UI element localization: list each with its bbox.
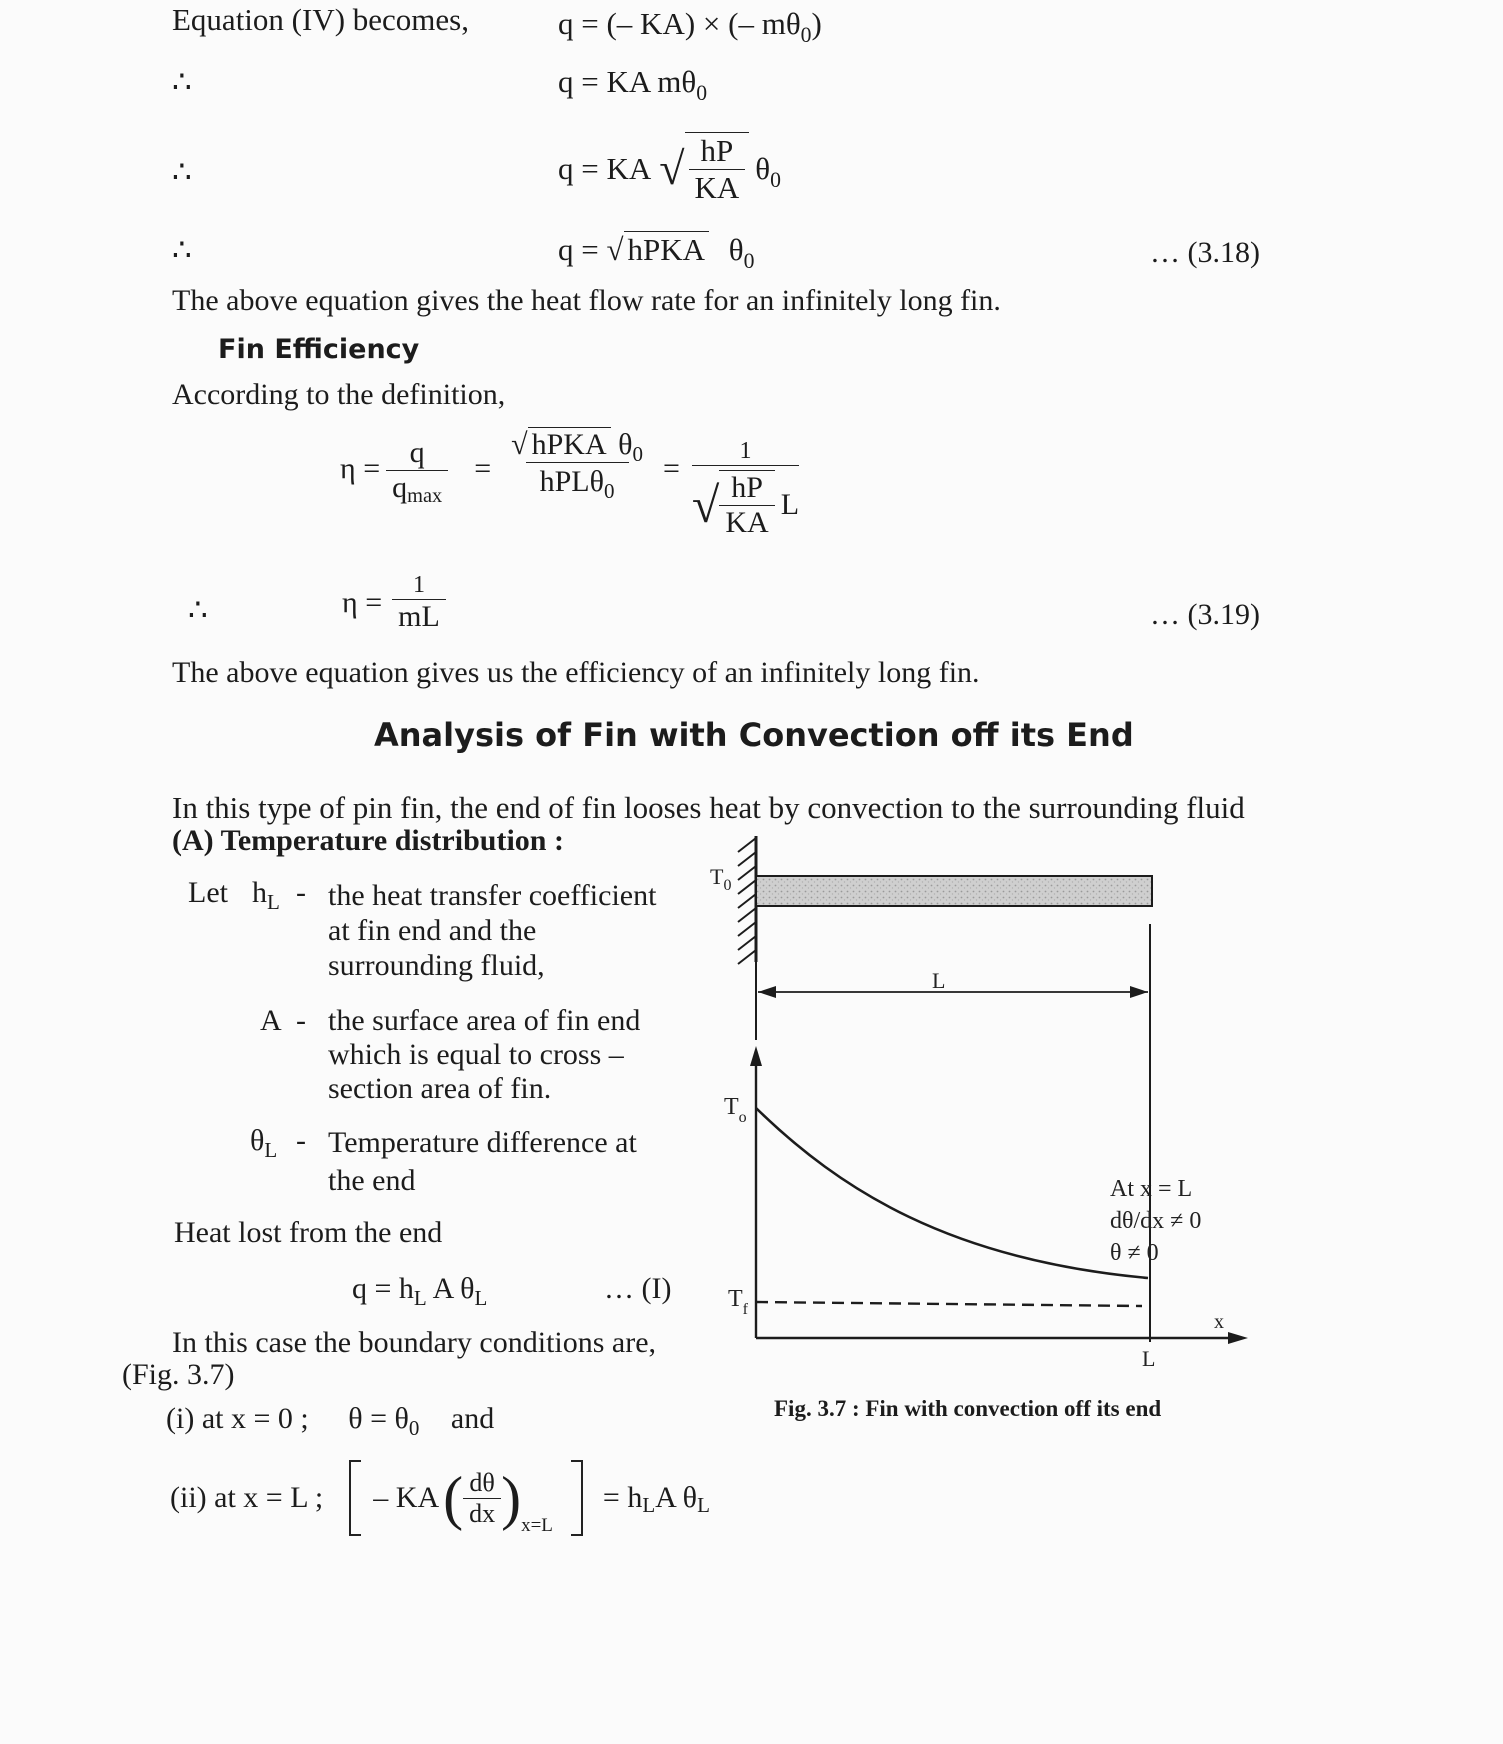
hL-desc-line-3: surrounding fluid, (328, 949, 545, 982)
equals-2: = (663, 452, 680, 485)
let-label: Let (188, 876, 228, 909)
frac3-inner-denominator: KA (719, 505, 774, 540)
bc1-subscript: 0 (408, 1416, 420, 1441)
L-axis-label: L (1142, 1346, 1156, 1370)
thetaL-theta: θ (250, 1124, 265, 1157)
efficiency-equation (340, 428, 799, 540)
boundary-condition-1 (166, 1402, 495, 1441)
equation-line-2 (558, 64, 708, 105)
bc2-minus-ka: – KA (373, 1481, 440, 1514)
bc1-label: (i) at x = 0 ; (166, 1402, 309, 1435)
frac3-L: L (780, 488, 800, 521)
fluid-temperature-line (756, 1302, 1142, 1306)
right-bracket (571, 1460, 583, 1536)
eq1-end: ) (811, 6, 822, 41)
frac1-den-q: q (392, 471, 408, 504)
condition-theta: θ ≠ 0 (1110, 1240, 1159, 1266)
hL-desc-line-1: the heat transfer coefficient (328, 879, 657, 912)
x-axis-arrow (1228, 1332, 1248, 1344)
figure-caption: Fig. 3.7 : Fin with convection off its end (774, 1396, 1162, 1421)
eq3-numerator: hP (700, 133, 734, 168)
equation-number-I: … (I) (604, 1272, 672, 1305)
fraction-root-over-hpl (505, 428, 649, 504)
eqI-mid: A θ (426, 1272, 475, 1305)
eq4-theta-subscript: 0 (743, 248, 755, 273)
frac3-numerator: 1 (739, 438, 752, 464)
eq3-theta-symbol: θ (755, 151, 771, 186)
left-bracket (349, 1460, 361, 1536)
thetaL-symbol (250, 1124, 278, 1163)
temperature-distribution-heading: (A) Temperature distribution : (172, 824, 564, 857)
A-desc-line-2: which is equal to cross – (328, 1038, 624, 1071)
condition-at-end: At x = L (1110, 1176, 1193, 1202)
tf-label: $T_f$ (728, 1286, 748, 1318)
equation-I (352, 1272, 488, 1311)
frac2-radicand: hPKA (528, 427, 611, 461)
right-paren: ) (501, 1465, 522, 1531)
sqrt-sign: √ (606, 232, 624, 267)
bc2-derivative (463, 1468, 501, 1529)
t0-axis-label: $T_o$ (724, 1094, 747, 1126)
derivation-note: The above equation gives the heat flow rate for an infinitely long fin. (172, 284, 1001, 317)
eqI-lhs: q = h (352, 1272, 414, 1305)
bc2-rhs: = h (602, 1481, 643, 1514)
length-label: L (932, 968, 946, 993)
therefore-symbol-4: ∴ (188, 592, 208, 627)
bc2-rhs-sub1: L (642, 1492, 656, 1517)
frac1-numerator: q (409, 436, 425, 469)
frac2-theta: θ (618, 428, 633, 461)
dimension-arrow-right (1130, 986, 1148, 998)
hL-symbol (252, 876, 280, 915)
thetaL-dash: - (296, 1124, 306, 1157)
temperature-curve (756, 1108, 1148, 1278)
fraction-one-over-ml (392, 572, 446, 634)
bc2-rhs-mid: A θ (655, 1481, 698, 1514)
hL-h: h (252, 876, 267, 909)
efficiency-note: The above equation gives us the efficiency of an infinitely long fin. (172, 656, 980, 689)
A-dash: - (296, 1004, 306, 1037)
boundary-conditions-fig-ref: (Fig. 3.7) (122, 1358, 235, 1391)
therefore-symbol-2: ∴ (172, 154, 192, 189)
equation-line-1 (558, 6, 822, 47)
frac2-denominator (526, 462, 629, 504)
fraction-q-over-qmax (386, 436, 448, 508)
sqrt-sign: √ (691, 477, 720, 533)
bc2-numerator: dθ (469, 1467, 495, 1497)
boundary-conditions-intro: In this case the boundary conditions are, (172, 1326, 657, 1359)
bc1-eq: θ = θ (348, 1402, 409, 1435)
thetaL-description (328, 1124, 637, 1200)
equation-number-3-18: … (3.18) (1150, 236, 1260, 269)
eq3-lhs: q = KA (558, 151, 652, 186)
A-desc-line-3: section area of fin. (328, 1072, 552, 1105)
frac1-denominator (386, 470, 448, 508)
t0-top-label: $T_0$ (710, 864, 732, 894)
eq3-fraction (685, 132, 750, 206)
derivation-intro: Equation (IV) becomes, (172, 2, 469, 37)
eq4-theta: θ (728, 232, 744, 267)
dimension-arrow-left (758, 986, 776, 998)
final-numerator: 1 (412, 572, 425, 598)
fraction-one-over-root (692, 438, 799, 540)
bc2-rhs-sub2: L (697, 1492, 710, 1517)
fin-bar (756, 876, 1152, 906)
fin-figure (690, 830, 1270, 1370)
boundary-condition-2 (170, 1460, 710, 1536)
frac3-inner-fraction (719, 470, 774, 540)
bc1-and: and (450, 1402, 495, 1435)
frac2-numerator (505, 428, 649, 467)
heat-lost-text: Heat lost from the end (174, 1216, 443, 1249)
x-axis-label: x (1214, 1311, 1224, 1333)
wall-hatching (738, 838, 756, 964)
eta-lhs: η = (340, 452, 381, 485)
thetaL-desc-line-1: Temperature difference at (328, 1126, 637, 1159)
eq1-text: q = (– KA) × (– mθ (558, 6, 801, 41)
A-desc-line-1: the surface area of fin end (328, 1004, 641, 1037)
equals-1: = (474, 452, 492, 485)
bc2-denominator: dx (463, 1498, 501, 1529)
frac1-den-subscript: max (407, 485, 443, 508)
hL-subscript: L (267, 890, 280, 915)
thetaL-subscript: L (264, 1138, 278, 1163)
eq2-text: q = KA mθ (558, 64, 697, 99)
hL-dash: - (296, 876, 306, 909)
eq3-theta (755, 151, 781, 192)
bc2-label: (ii) at x = L ; (170, 1481, 324, 1514)
eq4-radicand: hPKA (624, 231, 710, 267)
therefore-symbol-3: ∴ (172, 232, 192, 267)
fin-efficiency-heading: Fin Efficiency (218, 334, 420, 365)
eqI-sub2: L (474, 1286, 488, 1311)
equation-line-4 (558, 232, 755, 273)
eq4-lhs: q = (558, 232, 607, 267)
final-efficiency-equation (342, 572, 446, 634)
eqI-sub1: L (413, 1286, 427, 1311)
bc2-x-subscript: x=L (521, 1515, 553, 1536)
hL-desc-line-2: at fin end and the (328, 914, 537, 947)
equation-line-3 (558, 132, 781, 206)
frac2-den-text: hPLθ (539, 465, 605, 498)
eq3-denominator: KA (689, 169, 746, 206)
left-paren: ( (443, 1465, 464, 1531)
thetaL-desc-line-2: the end (328, 1164, 416, 1197)
frac2-den-subscript: 0 (604, 479, 615, 504)
frac3-inner-numerator: hP (731, 471, 763, 504)
final-denominator: mL (392, 599, 446, 634)
frac2-theta-subscript: 0 (632, 442, 643, 467)
section-intro: In this type of pin fin, the end of fin looses heat by convection to the surrounding fluid (172, 790, 1245, 825)
eq2-subscript: 0 (696, 80, 708, 105)
therefore-symbol-1: ∴ (172, 64, 192, 99)
A-description (328, 1004, 640, 1106)
condition-derivative: dθ/dx ≠ 0 (1110, 1208, 1202, 1234)
frac3-denominator (692, 465, 799, 540)
sqrt-sign: √ (659, 143, 685, 194)
definition-text: According to the definition, (172, 378, 506, 411)
y-axis-arrow (750, 1046, 762, 1066)
eq3-theta-subscript: 0 (770, 167, 781, 192)
equation-number-3-19: … (3.19) (1150, 598, 1260, 631)
sqrt-sign: √ (511, 428, 528, 461)
section-title: Analysis of Fin with Convection off its End (374, 716, 1134, 754)
A-symbol: A (260, 1004, 282, 1037)
final-eta-lhs: η = (342, 586, 383, 619)
hL-description (328, 878, 656, 983)
eq1-subscript: 0 (800, 22, 812, 47)
